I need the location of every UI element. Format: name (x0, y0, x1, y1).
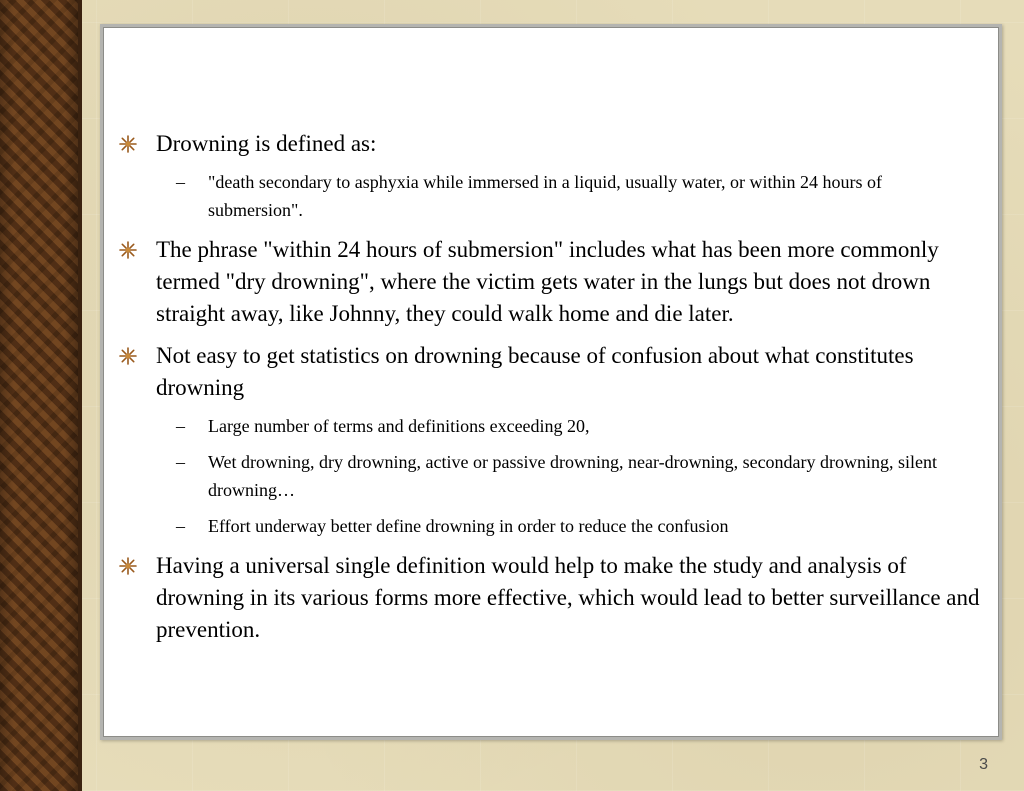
bullet-point (118, 128, 980, 160)
dash-marker: – (176, 516, 185, 536)
bullet-text: The phrase "within 24 hours of submersion" includes what has been more commonly termed "dry drowning", where the victim gets water in the lungs but does not drown straight away, like Johnny, they could walk home and die later. (156, 237, 939, 326)
bullet-text: Not easy to get statistics on drowning because of confusion about what constitutes drowning (156, 343, 914, 400)
star-burst-icon (118, 128, 138, 160)
star-burst-icon (118, 234, 138, 266)
bullet-point (118, 550, 980, 646)
sub-bullet-point (118, 512, 980, 540)
sub-bullet-point (118, 448, 980, 504)
bullet-text: Drowning is defined as: (156, 131, 377, 156)
sub-bullet-text: Effort underway better define drowning in order to reduce the confusion (208, 516, 729, 536)
star-burst-icon (118, 340, 138, 372)
sub-bullet-text: "death secondary to asphyxia while immersed in a liquid, usually water, or within 24 hours of submersion". (208, 172, 882, 220)
sub-bullet-text: Large number of terms and definitions exceeding 20, (208, 416, 590, 436)
sub-bullet-point (118, 412, 980, 440)
dash-marker: – (176, 452, 185, 472)
decorative-side-band (0, 0, 78, 791)
dash-marker: – (176, 416, 185, 436)
bullet-point (118, 340, 980, 404)
page-number: 3 (979, 756, 988, 773)
side-band-edge (78, 0, 82, 791)
slide-content-box (103, 27, 999, 737)
star-burst-icon (118, 550, 138, 582)
dash-marker: – (176, 172, 185, 192)
bullet-text: Having a universal single definition would help to make the study and analysis of drowning in its various forms more effective, which would lead to better surveillance and prevention. (156, 553, 980, 642)
sub-bullet-point (118, 168, 980, 224)
bullet-list (118, 128, 980, 656)
sub-bullet-text: Wet drowning, dry drowning, active or passive drowning, near-drowning, secondary drowning, silent drowning… (208, 452, 938, 500)
bullet-point (118, 234, 980, 330)
slide-frame (100, 24, 1002, 740)
